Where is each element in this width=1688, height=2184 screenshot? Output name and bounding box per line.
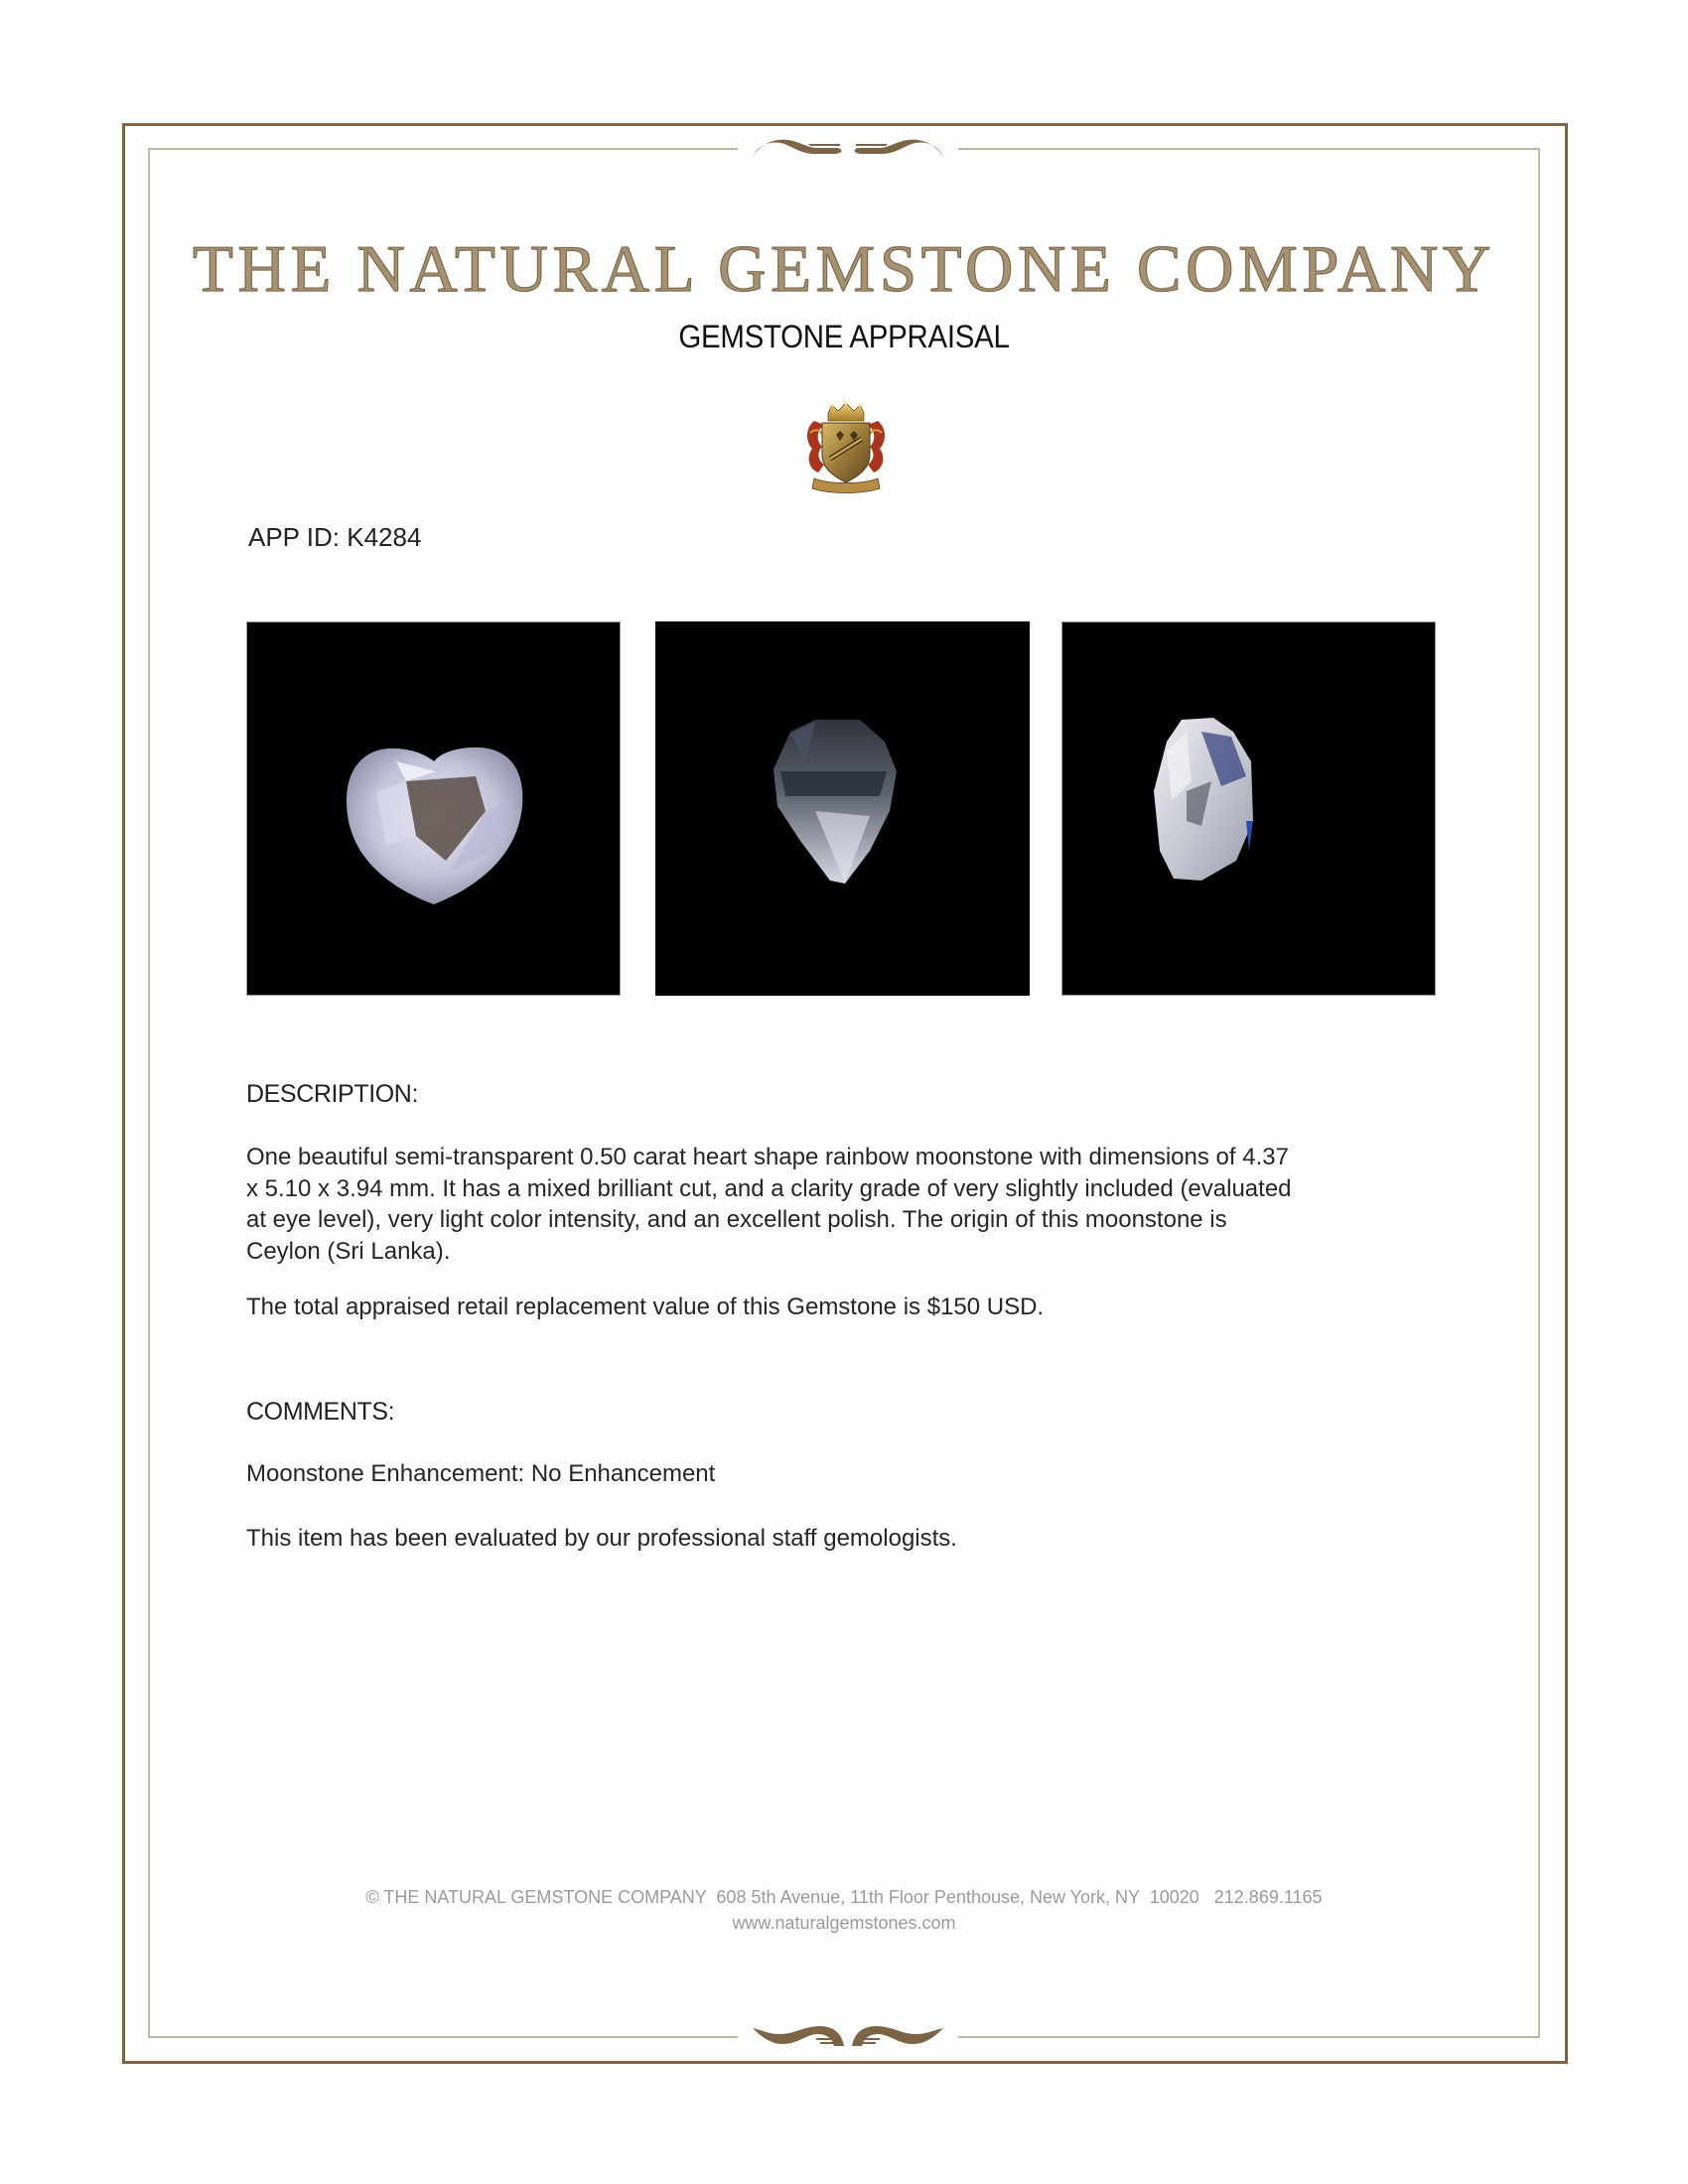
enhancement-comment: Moonstone Enhancement: No Enhancement <box>246 1460 716 1487</box>
crest-logo-icon <box>800 399 892 494</box>
company-name-heading: THE NATURAL GEMSTONE COMPANY <box>193 232 1495 306</box>
appraised-value-statement: The total appraised retail replacement value of this Gemstone is $150 USD. <box>246 1294 1045 1320</box>
app-id-value: K4284 <box>347 522 422 552</box>
inner-border-top-left <box>148 148 738 150</box>
description-paragraph <box>246 1142 1477 1267</box>
bottom-flourish-ornament-icon <box>751 2024 945 2050</box>
description-line: at eye level), very light color intensity, and an excellent polish. The origin of this moonstone is <box>246 1206 1227 1234</box>
app-id <box>248 521 421 553</box>
top-flourish-ornament-icon <box>751 134 945 160</box>
inner-border-bottom-left <box>148 2036 738 2038</box>
moonstone-pavilion-image <box>656 622 1030 996</box>
gem-photo-side-view <box>655 621 1030 996</box>
description-line: Ceylon (Sri Lanka). <box>246 1237 451 1265</box>
document-title: GEMSTONE APPRAISAL <box>678 319 1010 354</box>
inner-border-left <box>148 148 150 2037</box>
gem-photo-top-view <box>246 621 621 996</box>
gem-photo-angled-view <box>1061 621 1436 996</box>
footer-website-link[interactable]: www.naturalgemstones.com <box>732 1913 956 1933</box>
inner-border-top-right <box>958 148 1540 150</box>
footer-address: © THE NATURAL GEMSTONE COMPANY 608 5th Avenue, 11th Floor Penthouse, New York, NY 10020 212.869.1165 <box>365 1887 1323 1907</box>
inner-border-bottom-right <box>958 2036 1540 2038</box>
description-line: x 5.10 x 3.94 mm. It has a mixed brilliant cut, and a clarity grade of very slightly included (evaluated <box>246 1174 1292 1202</box>
description-line: One beautiful semi-transparent 0.50 carat heart shape rainbow moonstone with dimensions of 4.37 <box>246 1144 1289 1170</box>
app-id-label: APP ID: <box>248 522 341 552</box>
inner-border-right <box>1538 148 1540 2037</box>
description-heading: DESCRIPTION: <box>246 1080 418 1108</box>
heart-moonstone-image <box>247 622 621 996</box>
comments-heading: COMMENTS: <box>246 1398 395 1426</box>
moonstone-angled-image <box>1062 622 1436 996</box>
evaluation-note: This item has been evaluated by our professional staff gemologists. <box>246 1525 957 1552</box>
